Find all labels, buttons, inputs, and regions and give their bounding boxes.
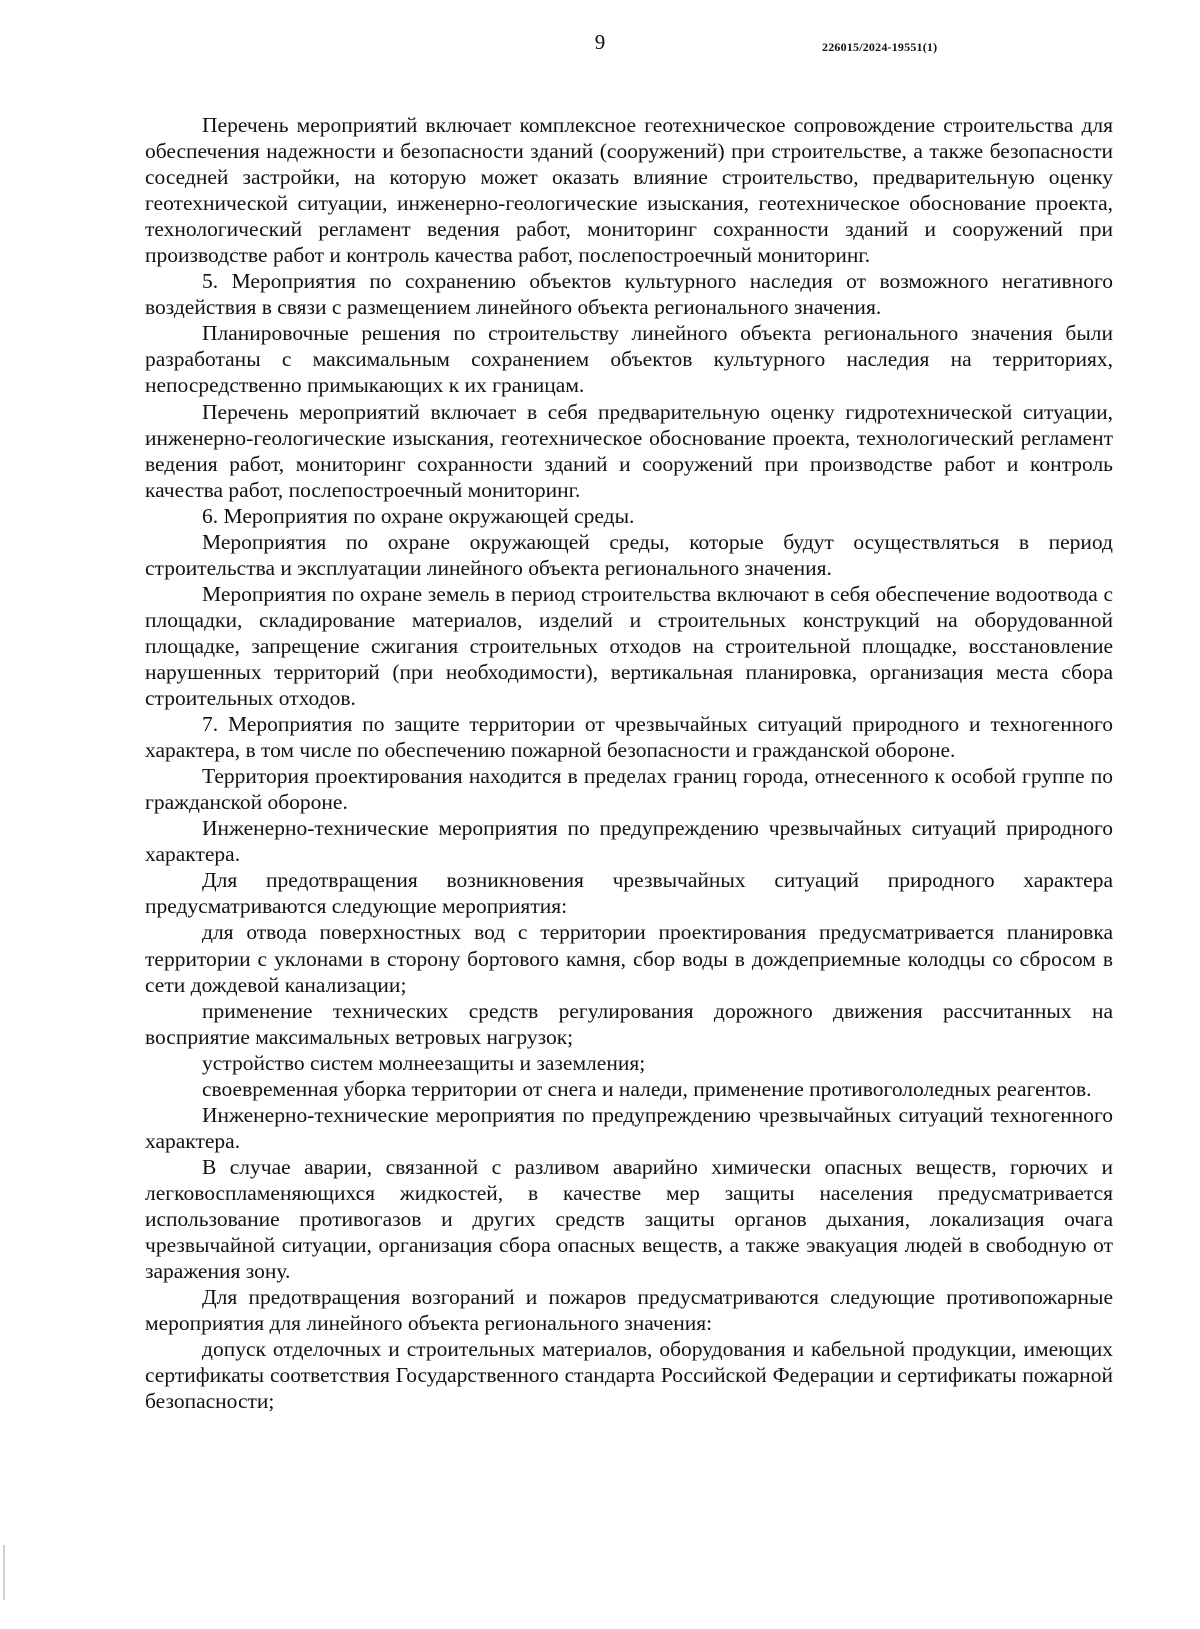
- paragraph: Мероприятия по охране земель в период строительства включают в себя обеспечение водоотвода с площадки, складирование материалов, изделий и строительных конструкций на оборудованной площадке, запрещение сжигания строительных отходов на строительной площадке, восстановление нарушенных территорий (при необходимости), вертикальная планировка, организация места сбора строительных отходов.: [145, 581, 1113, 711]
- paragraph: Мероприятия по охране окружающей среды, которые будут осуществляться в период строительства и эксплуатации линейного объекта регионального значения.: [145, 529, 1113, 580]
- paragraph: Инженерно-технические мероприятия по предупреждению чрезвычайных ситуаций природного характера.: [145, 816, 1113, 867]
- page-number: 9: [594, 30, 606, 54]
- paragraph: Перечень мероприятий включает в себя предварительную оценку гидротехнической ситуации, инженерно-геологические изыскания, геотехническое обоснование проекта, технологический регламент ведения работ, мониторинг сохранности зданий и сооружений при производстве работ и контроль качества работ, послепостроечный мониторинг.: [145, 399, 1113, 502]
- list-item: для отвода поверхностных вод с территории проектирования предусматривается планировка территории с уклонами в сторону бортового камня, сбор воды в дождеприемные колодцы со сбросом в сети дождевой канализации;: [145, 920, 1113, 997]
- paragraph: Для предотвращения возникновения чрезвычайных ситуаций природного характера предусматриваются следующие мероприятия:: [145, 868, 1113, 919]
- list-item: своевременная уборка территории от снега и наледи, применение противогололедных реагентов.: [202, 1076, 1092, 1101]
- list-item: допуск отделочных и строительных материалов, оборудования и кабельной продукции, имеющих сертификаты соответствия Государственного стандарта Российской Федерации и сертификаты пожарной безопасности;: [145, 1337, 1113, 1414]
- document-body: [145, 112, 1113, 1414]
- scan-edge-mark: [3, 1545, 5, 1600]
- paragraph: Для предотвращения возгораний и пожаров предусматриваются следующие противопожарные мероприятия для линейного объекта регионального значения:: [145, 1285, 1113, 1336]
- paragraph: 5. Мероприятия по сохранению объектов культурного наследия от возможного негативного воздействия в связи с размещением линейного объекта регионального значения.: [145, 269, 1113, 320]
- list-item: применение технических средств регулирования дорожного движения рассчитанных на восприятие максимальных ветровых нагрузок;: [145, 998, 1113, 1049]
- paragraph: 6. Мероприятия по охране окружающей среды.: [202, 503, 635, 528]
- paragraph: Территория проектирования находится в пределах границ города, отнесенного к особой группе по гражданской обороне.: [145, 764, 1113, 815]
- list-item: устройство систем молнеезащиты и заземления;: [202, 1050, 646, 1075]
- paragraph: Планировочные решения по строительству линейного объекта регионального значения были разработаны с максимальным сохранением объектов культурного наследия на территориях, непосредственно примыкающих к их границам.: [145, 321, 1113, 398]
- document-registration-number: 226015/2024-19551(1): [822, 40, 938, 54]
- paragraph: Перечень мероприятий включает комплексное геотехническое сопровождение строительства для обеспечения надежности и безопасности зданий (сооружений) при строительстве, а также безопасности соседней застройки, на которую может оказать влияние строительство, предварительную оценку геотехнической ситуации, инженерно-геологические изыскания, геотехническое обоснование проекта, технологический регламент ведения работ, мониторинг сохранности зданий и сооружений при производстве работ и контроль качества работ, послепостроечный мониторинг.: [145, 113, 1113, 268]
- paragraph: 7. Мероприятия по защите территории от чрезвычайных ситуаций природного и техногенного характера, в том числе по обеспечению пожарной безопасности и гражданской обороне.: [145, 712, 1113, 763]
- paragraph: В случае аварии, связанной с разливом аварийно химически опасных веществ, горючих и легковоспламеняющихся жидкостей, в качестве мер защиты населения предусматривается использование противогазов и других средств защиты органов дыхания, локализация очага чрезвычайной ситуации, организация сбора опасных веществ, а также эвакуация людей в свободную от заражения зону.: [145, 1154, 1113, 1284]
- paragraph: Инженерно-технические мероприятия по предупреждению чрезвычайных ситуаций техногенного характера.: [145, 1102, 1113, 1153]
